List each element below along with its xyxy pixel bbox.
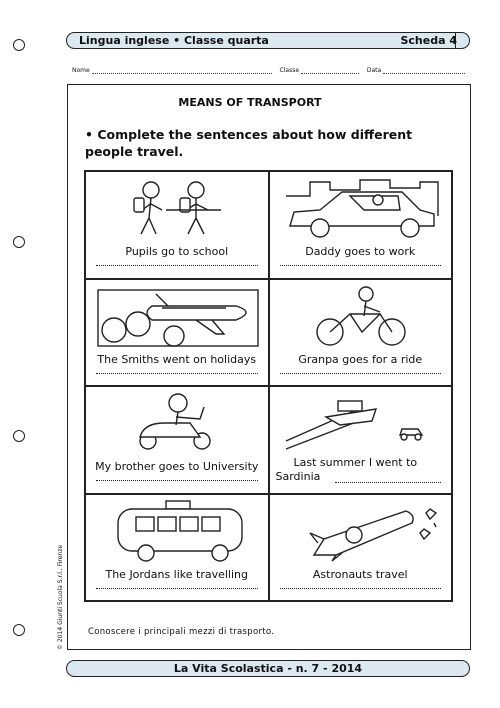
sheet-label: Scheda 4 bbox=[400, 34, 457, 47]
answer-line[interactable] bbox=[280, 373, 442, 374]
punch-hole bbox=[13, 430, 25, 442]
name-field[interactable] bbox=[92, 67, 272, 74]
date-label: Data bbox=[366, 67, 382, 74]
cell-caption: Daddy goes to work bbox=[305, 245, 416, 258]
answer-line[interactable] bbox=[335, 482, 442, 483]
punch-hole bbox=[13, 39, 25, 51]
name-label: Nome bbox=[72, 67, 90, 74]
walking-children-icon bbox=[96, 176, 260, 240]
airplane-icon bbox=[96, 284, 260, 348]
cell-caption: Astronauts travel bbox=[312, 567, 408, 581]
learning-objective: Conoscere i principali mezzi di trasporto. bbox=[88, 627, 275, 637]
exercise-cell bbox=[85, 279, 269, 387]
exercise-cell bbox=[269, 171, 453, 279]
exercise-cell bbox=[85, 171, 269, 279]
car-icon bbox=[280, 176, 444, 240]
cell-caption: The Smiths went on holidays bbox=[97, 352, 257, 366]
exercise-cell bbox=[269, 494, 453, 602]
class-field[interactable] bbox=[301, 67, 359, 74]
exercise-cell bbox=[85, 494, 269, 602]
cell-caption bbox=[276, 456, 452, 484]
exercise-grid bbox=[84, 170, 453, 602]
caption-line-2: Sardinia bbox=[275, 470, 321, 483]
exercise-cell bbox=[85, 386, 269, 494]
answer-line[interactable] bbox=[96, 373, 258, 374]
instruction-text: • Complete the sentences about how different people travel. bbox=[85, 127, 413, 159]
punch-hole bbox=[13, 236, 25, 248]
rocket-icon bbox=[280, 499, 444, 563]
exercise-cell bbox=[269, 279, 453, 387]
bus-icon bbox=[96, 499, 260, 563]
exercise-cell bbox=[269, 386, 453, 494]
cell-caption: Pupils go to school bbox=[125, 245, 229, 258]
ship-icon bbox=[280, 391, 444, 455]
class-label: Classe bbox=[279, 67, 300, 74]
scooter-icon bbox=[96, 391, 260, 455]
footer-bar: La Vita Scolastica - n. 7 - 2014 bbox=[66, 660, 470, 677]
cell-caption: My brother goes to University bbox=[95, 460, 259, 473]
name-row bbox=[72, 67, 472, 74]
subject-label: Lingua inglese • Classe quarta bbox=[79, 34, 269, 47]
answer-line[interactable] bbox=[280, 588, 442, 589]
date-field[interactable] bbox=[383, 67, 465, 74]
bicycle-icon bbox=[280, 284, 444, 348]
answer-line[interactable] bbox=[96, 588, 258, 589]
cell-caption: The Jordans like travelling bbox=[105, 567, 248, 581]
answer-line[interactable] bbox=[280, 265, 442, 266]
header-bar bbox=[66, 32, 470, 49]
page-title: MEANS OF TRANSPORT bbox=[178, 96, 322, 109]
copyright-notice: © 2014 Giunti Scuola S.r.l., Firenze bbox=[57, 544, 64, 650]
punch-hole bbox=[13, 624, 25, 636]
answer-line[interactable] bbox=[96, 480, 258, 481]
answer-line[interactable] bbox=[96, 265, 258, 266]
caption-line-1: Last summer I went to bbox=[293, 456, 418, 469]
cell-caption: Granpa goes for a ride bbox=[298, 352, 423, 366]
